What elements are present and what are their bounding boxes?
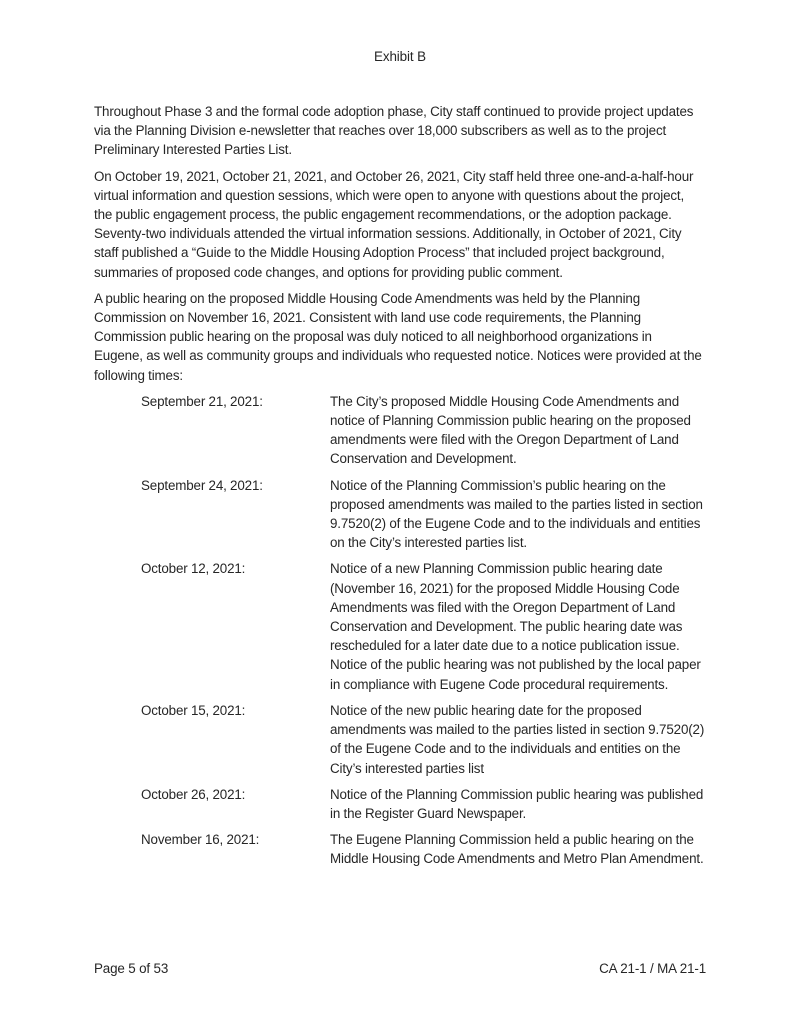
notice-description: Notice of the Planning Commission public hearing was published in the Register Guard Newspaper. xyxy=(330,786,704,821)
notice-date: November 16, 2021: xyxy=(141,832,260,848)
case-number: CA 21-1 / MA 21-1 xyxy=(599,961,706,976)
notice-description: Notice of the Planning Commission’s public hearing on the proposed amendments was mailed to the parties listed in section 9.7520(2) of the Eugene Code and to the individuals and entities on the City’s interested parties list. xyxy=(330,477,703,551)
notice-description: The City’s proposed Middle Housing Code Amendments and notice of Planning Commission public hearing on the proposed amendments were filed with the Oregon Department of Land Conservation and Development. xyxy=(330,393,691,467)
notice-item xyxy=(94,559,714,693)
paragraph-public-hearing: A public hearing on the proposed Middle Housing Code Amendments was held by the Planning Commission on November 16, 2021. Consistent with land use code requirements, the Planning Commission public hearing on the proposal was duly noticed to all neighborhood organizations in Eugene, as well as community groups and individuals who requested notice. Notices were provided at the following times: xyxy=(94,290,702,383)
paragraph-virtual-sessions: On October 19, 2021, October 21, 2021, and October 26, 2021, City staff held three one-and-a-half-hour virtual information and question sessions, which were open to anyone with questions about the project, the public engagement process, the public engagement recommendations, or the adoption package. Seventy-two individuals attended the virtual information sessions. Additionally, in October of 2021, City staff published a “Guide to the Middle Housing Adoption Process” that included project background, summaries of proposed code changes, and options for providing public comment. xyxy=(94,168,694,280)
notice-item xyxy=(94,476,714,553)
notice-date: September 21, 2021: xyxy=(141,393,263,409)
page-header: Exhibit B xyxy=(374,49,426,64)
notice-timeline xyxy=(94,392,714,869)
notice-date: October 26, 2021: xyxy=(141,786,246,802)
notice-description: Notice of a new Planning Commission public hearing date (November 16, 2021) for the proposed Middle Housing Code Amendments was filed with the Oregon Department of Land Conservation and Development. The public hearing date was rescheduled for a later date due to a notice publication issue. Notice of the public hearing was not published by the local paper in compliance with Eugene Code procedural requirements. xyxy=(330,561,701,692)
notice-description: The Eugene Planning Commission held a public hearing on the Middle Housing Code Amendments and Metro Plan Amendment. xyxy=(330,832,704,867)
page-footer xyxy=(94,961,706,976)
notice-date: October 15, 2021: xyxy=(141,702,246,718)
page-number: Page 5 of 53 xyxy=(94,961,169,976)
notice-item xyxy=(94,830,714,868)
notice-description: Notice of the new public hearing date for the proposed amendments was mailed to the parties listed in section 9.7520(2) of the Eugene Code and to the individuals and entities on the City’s interested parties list xyxy=(330,702,705,776)
notice-item xyxy=(94,701,714,778)
paragraph-newsletter-updates: Throughout Phase 3 and the formal code adoption phase, City staff continued to provide project updates via the Planning Division e-newsletter that reaches over 18,000 subscribers as well as to the project Preliminary Interested Parties List. xyxy=(94,104,694,158)
document-body xyxy=(94,102,714,876)
notice-item xyxy=(94,392,714,469)
notice-date: September 24, 2021: xyxy=(141,477,263,493)
notice-date: October 12, 2021: xyxy=(141,561,246,577)
notice-item xyxy=(94,785,714,823)
